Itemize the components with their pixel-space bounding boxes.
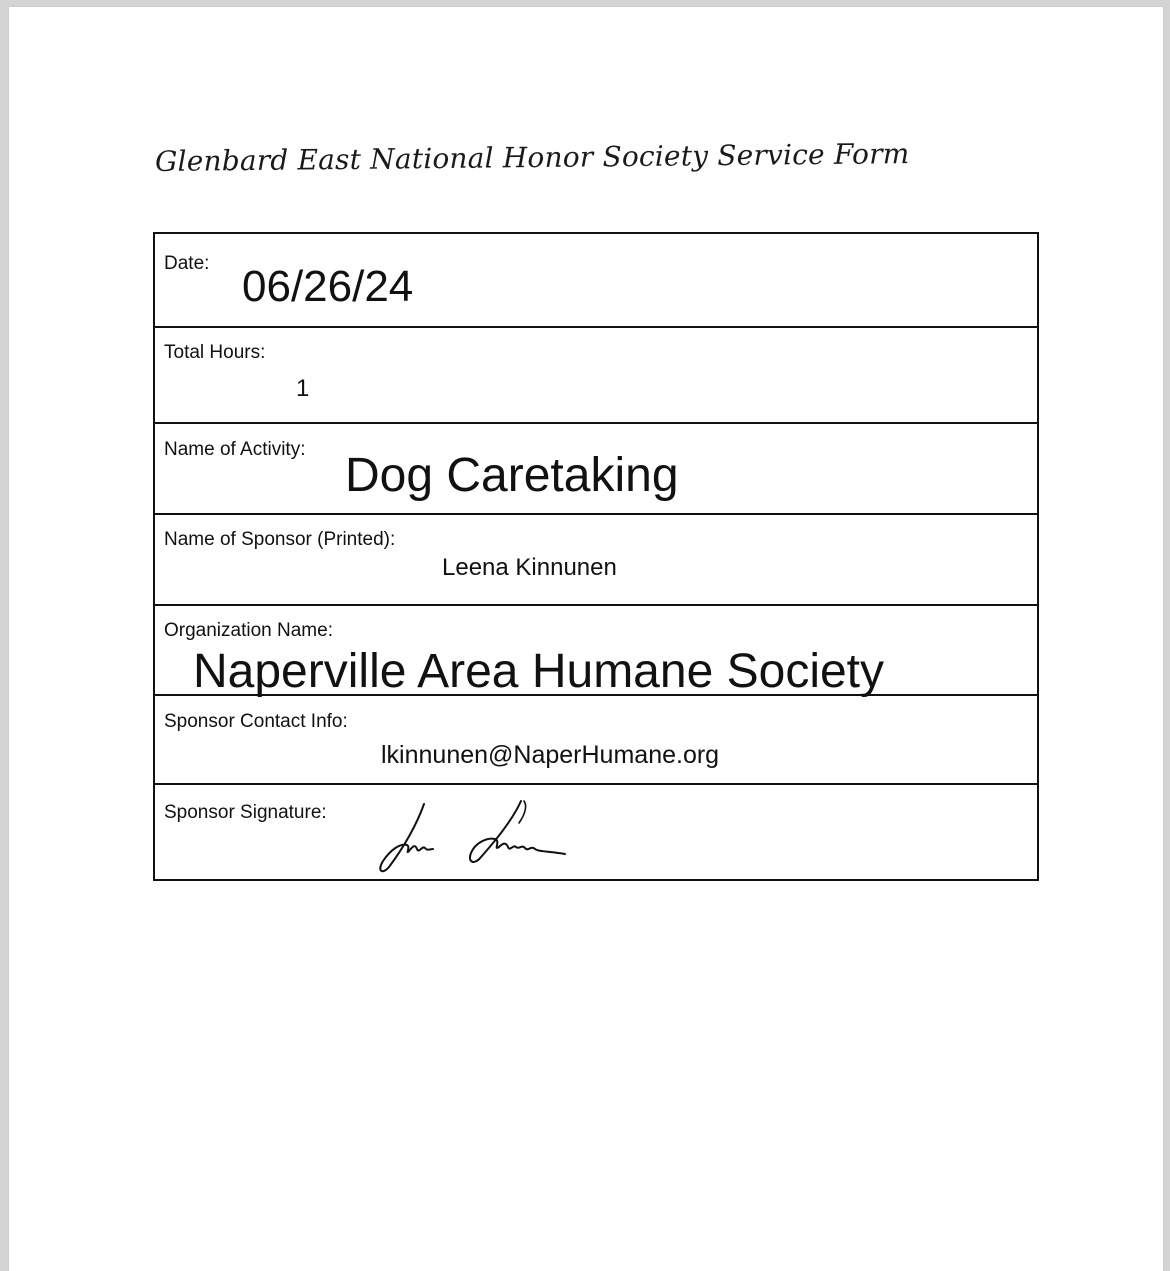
total-hours-value: 1 [296,375,310,402]
date-label: Date: [164,253,210,274]
total-hours-row [155,328,1037,424]
service-form-table [153,232,1039,881]
sponsor-value: Leena Kinnunen [442,554,617,581]
contact-label: Sponsor Contact Info: [164,711,348,732]
signature-label: Sponsor Signature: [164,802,327,823]
organization-label: Organization Name: [164,620,333,641]
contact-row [155,696,1037,785]
sponsor-signature [369,799,569,877]
contact-value: lkinnunen@NaperHumane.org [381,741,720,769]
activity-label: Name of Activity: [164,439,306,460]
date-value: 06/26/24 [242,262,414,311]
organization-row [155,606,1037,696]
total-hours-label: Total Hours: [164,342,266,363]
date-row [155,234,1037,328]
form-title: Glenbard East National Honor Society Service Form [154,137,910,178]
signature-row [155,785,1037,879]
activity-row [155,424,1037,515]
sponsor-label: Name of Sponsor (Printed): [164,529,396,550]
form-page [9,7,1163,1271]
activity-value: Dog Caretaking [345,449,679,502]
sponsor-row [155,515,1037,606]
organization-value: Naperville Area Humane Society [193,645,885,698]
